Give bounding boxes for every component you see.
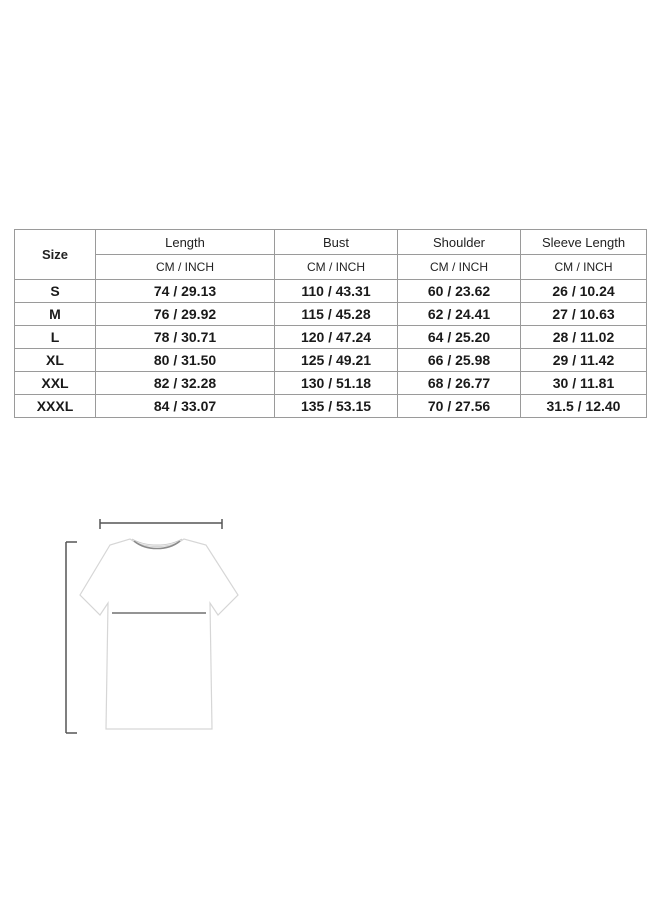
table-row [15,395,647,418]
unit-row [15,255,647,280]
table-row [15,349,647,372]
tshirt-body [80,539,238,729]
header-row [15,230,647,255]
size-column-header: Size [15,230,96,280]
measurement-cell: 26 / 10.24 [521,280,647,303]
unit-label: CM / INCH [96,255,275,280]
measurement-cell: 68 / 26.77 [398,372,521,395]
size-cell: L [15,326,96,349]
size-chart-table [14,229,647,418]
tshirt-icon [60,515,260,745]
unit-label: CM / INCH [521,255,647,280]
size-cell: S [15,280,96,303]
measurement-cell: 110 / 43.31 [275,280,398,303]
measurement-cell: 84 / 33.07 [96,395,275,418]
measurement-cell: 62 / 24.41 [398,303,521,326]
measurement-cell: 115 / 45.28 [275,303,398,326]
size-cell: M [15,303,96,326]
measurement-cell: 125 / 49.21 [275,349,398,372]
measurement-cell: 74 / 29.13 [96,280,275,303]
unit-label: CM / INCH [275,255,398,280]
size-cell: XXXL [15,395,96,418]
measurement-cell: 64 / 25.20 [398,326,521,349]
measurement-cell: 130 / 51.18 [275,372,398,395]
table-row [15,372,647,395]
column-header-sleeve-length: Sleeve Length [521,230,647,255]
measurement-cell: 30 / 11.81 [521,372,647,395]
measurement-cell: 31.5 / 12.40 [521,395,647,418]
length-measure-line [66,542,77,733]
measurement-cell: 82 / 32.28 [96,372,275,395]
measurement-cell: 70 / 27.56 [398,395,521,418]
measurement-cell: 76 / 29.92 [96,303,275,326]
measurement-cell: 29 / 11.42 [521,349,647,372]
size-cell: XL [15,349,96,372]
measurement-cell: 78 / 30.71 [96,326,275,349]
measurement-cell: 66 / 25.98 [398,349,521,372]
table-row [15,303,647,326]
measurement-cell: 28 / 11.02 [521,326,647,349]
column-header-shoulder: Shoulder [398,230,521,255]
measurement-cell: 135 / 53.15 [275,395,398,418]
tshirt-illustration [60,515,260,745]
shoulder-measure-line [100,519,222,529]
measurement-cell: 80 / 31.50 [96,349,275,372]
column-header-bust: Bust [275,230,398,255]
unit-label: CM / INCH [398,255,521,280]
measurement-cell: 120 / 47.24 [275,326,398,349]
measurement-cell: 27 / 10.63 [521,303,647,326]
column-header-length: Length [96,230,275,255]
measurement-cell: 60 / 23.62 [398,280,521,303]
table-row [15,280,647,303]
size-cell: XXL [15,372,96,395]
table-row [15,326,647,349]
